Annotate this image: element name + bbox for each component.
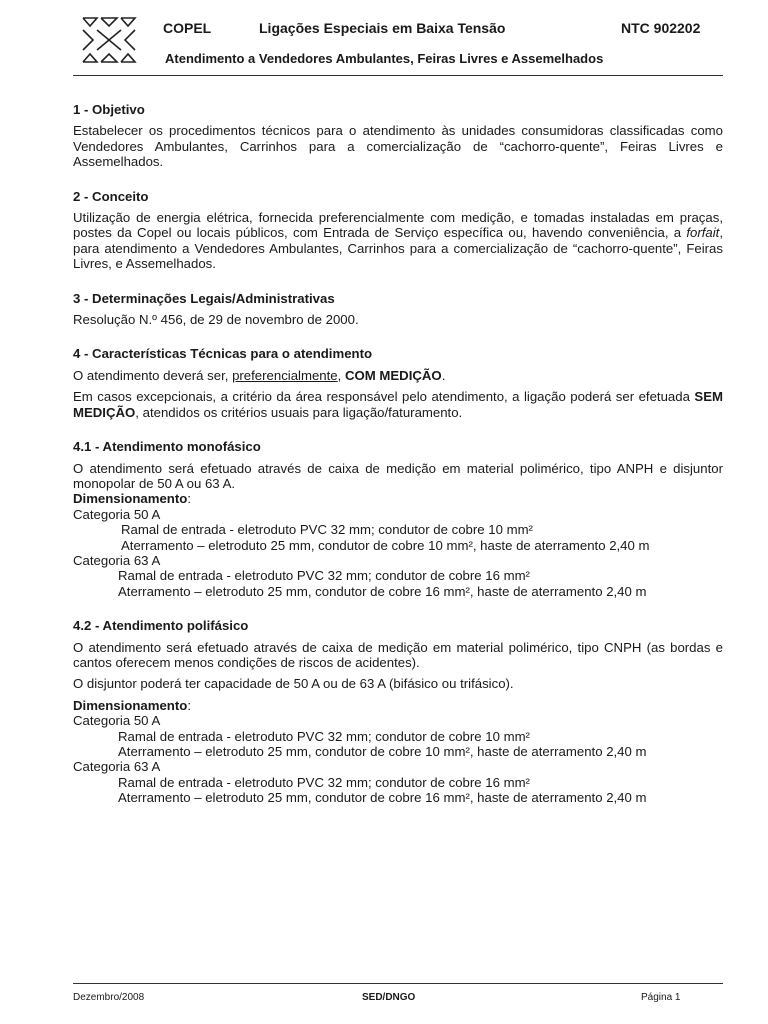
- s4-p2-bold: SEM MEDIÇÃO: [73, 389, 723, 420]
- document-body: [73, 102, 723, 806]
- section-1-text: Estabelecer os procedimentos técnicos para o atendimento às unidades consumidoras classificadas como Vendedores Ambulantes, Carrinhos para a comercialização de “cachorro-quente”, Feiras Livres e Assemelhados.: [73, 123, 723, 170]
- s41-category-63: Categoria 63 A: [73, 552, 161, 568]
- s41-dim-colon: :: [187, 491, 191, 507]
- section-4-2-text: O atendimento será efetuado através de caixa de medição em material polimérico, tipo CNPH (as bordas e cantos oferecem menos condições de riscos de acidentes).: [73, 639, 723, 670]
- section-3-text: Resolução N.º 456, de 29 de novembro de 2000.: [73, 312, 359, 328]
- section-4-1-text: O atendimento será efetuado através de caixa de medição em material polimérico, tipo ANPH e disjuntor monopolar de 50 A ou 63 A.: [73, 460, 723, 491]
- s42-category-50: Categoria 50 A: [73, 713, 161, 729]
- footer-date: Dezembro/2008: [73, 992, 145, 1003]
- section-4-title: 4 - Características Técnicas para o atendimento: [73, 346, 373, 362]
- s41-cat50-aterramento: Aterramento – eletroduto 25 mm, condutor de cobre 10 mm², haste de aterramento 2,40 m: [121, 537, 650, 553]
- s4-p1-b: ,: [337, 367, 345, 383]
- footer-divider: [73, 983, 723, 984]
- section-1-title: 1 - Objetivo: [73, 102, 145, 117]
- s41-dim-label: Dimensionamento: [73, 491, 188, 507]
- s4-p1-c: .: [441, 367, 446, 383]
- s42-category-63: Categoria 63 A: [73, 759, 161, 775]
- section-2-text-b: , para atendimento a Vendedores Ambulantes, Carrinhos para a comercialização de “cachorro-quente”, Feiras Livres, e Assemelhados.: [73, 225, 723, 272]
- s41-category-50: Categoria 50 A: [73, 506, 161, 522]
- s41-cat63-aterramento: Aterramento – eletroduto 25 mm, condutor de cobre 16 mm², haste de aterramento 2,40 m: [118, 583, 647, 599]
- copel-logo-icon: [81, 16, 137, 64]
- s41-cat50-ramal: Ramal de entrada - eletroduto PVC 32 mm; condutor de cobre 10 mm²: [121, 522, 533, 538]
- s42-dim-colon: :: [187, 697, 191, 713]
- s4-p2-a: Em casos excepcionais, a critério da área responsável pelo atendimento, a ligação poderá ser efetuada: [73, 389, 695, 405]
- s4-p1-a: O atendimento deverá ser,: [73, 367, 233, 383]
- section-2-text: [73, 210, 723, 272]
- s42-cat63-aterramento: Aterramento – eletroduto 25 mm, condutor de cobre 16 mm², haste de aterramento 2,40 m: [118, 790, 647, 806]
- s4-p1-underline: preferencialmente: [232, 367, 338, 383]
- header-subtitle: Atendimento a Vendedores Ambulantes, Feiras Livres e Assemelhados: [165, 51, 604, 66]
- s42-cat63-ramal: Ramal de entrada - eletroduto PVC 32 mm; condutor de cobre 16 mm²: [118, 774, 530, 790]
- header-divider: [73, 75, 723, 76]
- section-4-paragraph-2: [73, 389, 723, 420]
- header-company: COPEL: [163, 20, 212, 36]
- section-2-text-a: Utilização de energia elétrica, fornecida preferencialmente com medição, e tomadas instaladas em praças, postes da Copel ou locais públicos, com Entrada de Serviço específica ou, havendo conveniência, a: [73, 210, 723, 241]
- section-4-paragraph-1: [73, 368, 723, 383]
- section-4-1-dimensioning: [73, 491, 723, 506]
- section-4-2-title: 4.2 - Atendimento polifásico: [73, 618, 249, 634]
- s42-cat50-aterramento: Aterramento – eletroduto 25 mm, condutor de cobre 10 mm², haste de aterramento 2,40 m: [118, 744, 647, 759]
- s42-dim-label: Dimensionamento: [73, 697, 188, 713]
- header-document-code: NTC 902202: [621, 20, 701, 36]
- section-3-title: 3 - Determinações Legais/Administrativas: [73, 290, 335, 306]
- section-4-2-text-2: O disjuntor poderá ter capacidade de 50 A ou de 63 A (bifásico ou trifásico).: [73, 676, 514, 692]
- s41-cat63-ramal: Ramal de entrada - eletroduto PVC 32 mm; condutor de cobre 16 mm²: [118, 568, 530, 584]
- s4-p1-bold: COM MEDIÇÃO: [344, 367, 442, 383]
- section-2-title: 2 - Conceito: [73, 188, 149, 204]
- footer-page-number: Página 1: [641, 992, 681, 1003]
- section-4-1-title: 4.1 - Atendimento monofásico: [73, 439, 261, 455]
- footer-department: SED/DNGO: [362, 992, 416, 1003]
- s42-cat50-ramal: Ramal de entrada - eletroduto PVC 32 mm; condutor de cobre 10 mm²: [118, 728, 530, 744]
- section-2-text-italic: forfait: [686, 225, 720, 241]
- header-title: Ligações Especiais em Baixa Tensão: [259, 20, 506, 36]
- s4-p2-b: , atendidos os critérios usuais para ligação/faturamento.: [135, 404, 463, 420]
- section-4-2-dimensioning: [73, 698, 723, 713]
- page-header: [73, 10, 723, 74]
